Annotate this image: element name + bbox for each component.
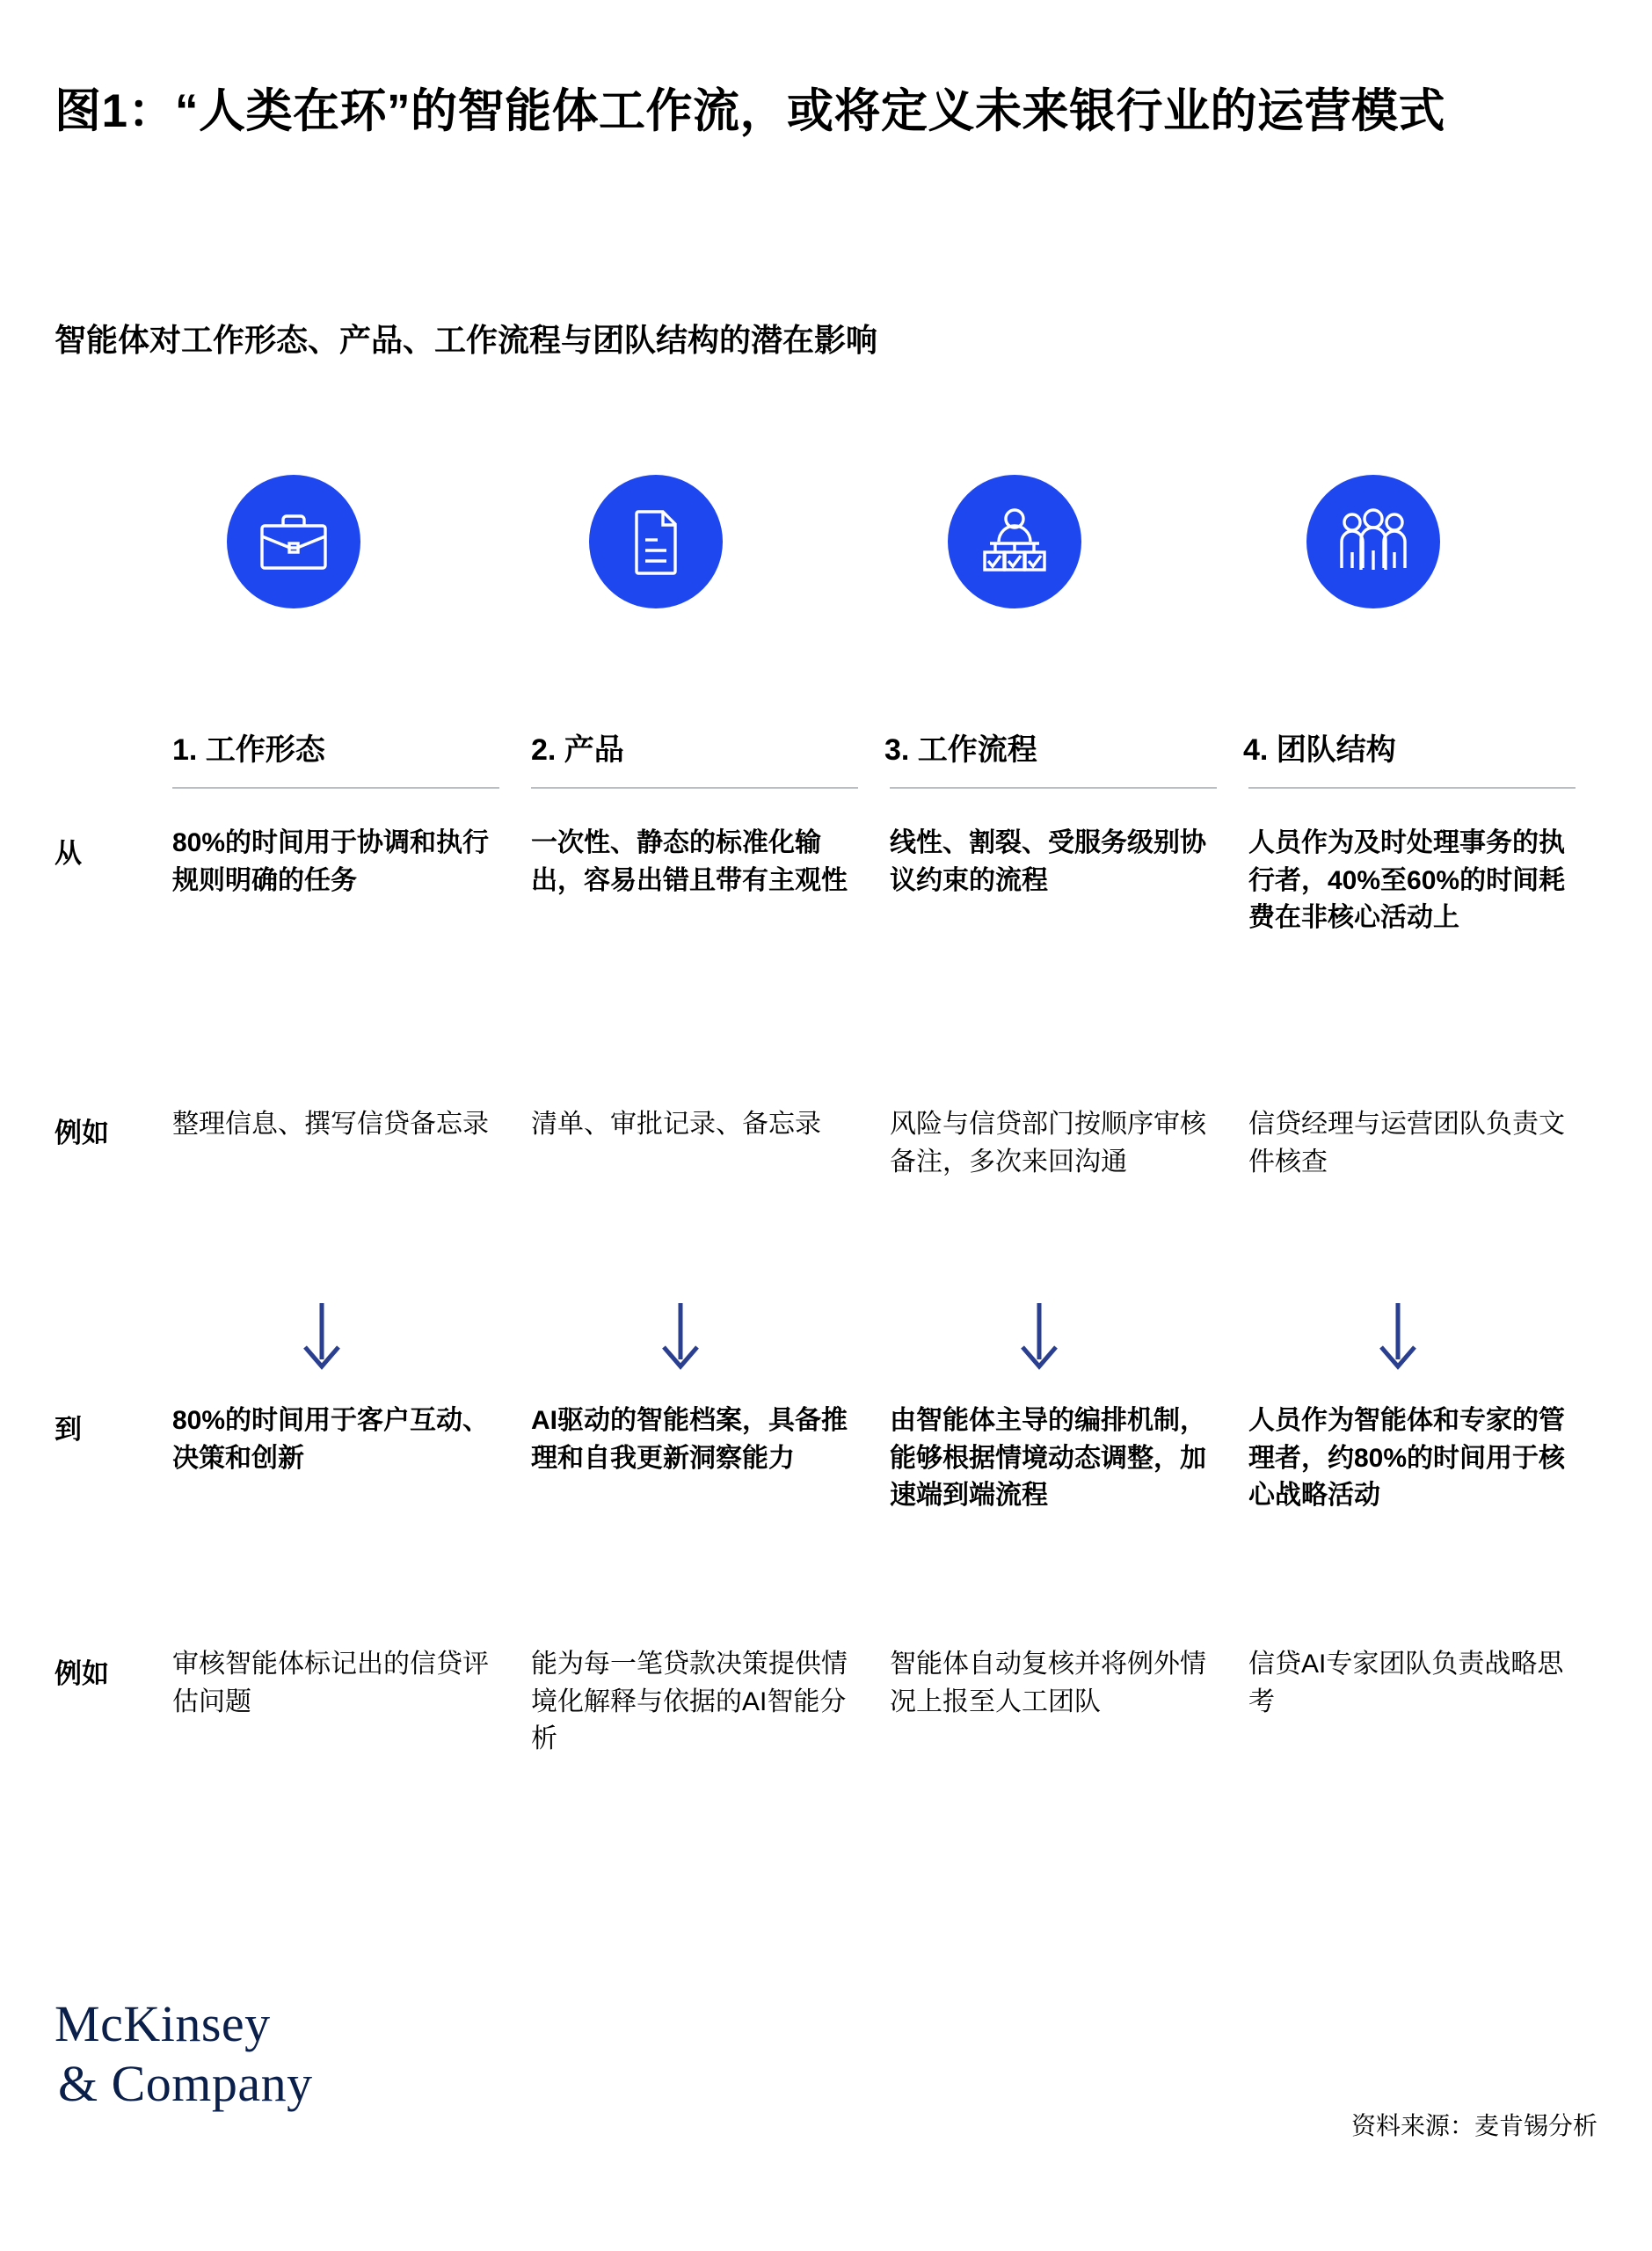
down-arrow-icon-2 [654, 1301, 707, 1372]
column-workflow [948, 475, 1280, 608]
cell-from-4: 人员作为及时处理事务的执行者，40%至60%的时间耗费在非核心活动上 [1248, 828, 1566, 933]
cell-to-2: AI驱动的智能档案，具备推理和自我更新洞察能力 [531, 1406, 848, 1473]
cell-example-to-1: 审核智能体标记出的信贷评估问题 [172, 1650, 489, 1716]
cell-example-to-2: 能为每一笔贷款决策提供情境化解释与依据的AI智能分析 [531, 1650, 848, 1754]
column-heading-2: 2. 产品 [531, 733, 624, 767]
cell-example-to-3: 智能体自动复核并将例外情况上报至人工团队 [890, 1650, 1206, 1716]
down-arrow-icon-1 [295, 1301, 348, 1372]
down-arrow-icon-4 [1372, 1301, 1424, 1372]
logo-line-2: & Company [58, 2055, 313, 2113]
column-heading-3: 3. 工作流程 [884, 733, 1037, 767]
divider-4 [1248, 787, 1576, 789]
team-people-icon [1306, 475, 1440, 608]
document-icon [589, 475, 723, 608]
row-label-from: 从 [55, 838, 82, 869]
cell-example-from-2: 清单、审批记录、备忘录 [531, 1110, 821, 1139]
column-heading-4: 4. 团队结构 [1243, 733, 1396, 767]
cell-example-from-1: 整理信息、撰写信贷备忘录 [172, 1110, 489, 1139]
row-label-to: 到 [55, 1414, 82, 1445]
cell-example-from-3: 风险与信贷部门按顺序审核备注，多次来回沟通 [890, 1110, 1206, 1176]
row-label-example-from: 例如 [55, 1118, 109, 1148]
divider-1 [172, 787, 499, 789]
cell-from-2: 一次性、静态的标准化输出，容易出错且带有主观性 [531, 828, 848, 895]
source-note: 资料来源：麦肯锡分析 [1350, 2112, 1597, 2139]
cell-from-3: 线性、割裂、受服务级别协议约束的流程 [890, 828, 1206, 895]
cell-to-4: 人员作为智能体和专家的管理者，约80%的时间用于核心战略活动 [1248, 1406, 1566, 1511]
briefcase-icon [227, 475, 360, 608]
mckinsey-logo [55, 1994, 313, 2115]
column-work-form [227, 475, 559, 608]
column-team-structure [1306, 475, 1639, 608]
workflow-checklist-icon [948, 475, 1081, 608]
cell-example-from-4: 信贷经理与运营团队负责文件核查 [1248, 1110, 1565, 1176]
row-label-example-to: 例如 [55, 1658, 109, 1689]
cell-to-1: 80%的时间用于客户互动、决策和创新 [172, 1406, 490, 1473]
cell-example-to-4: 信贷AI专家团队负责战略思考 [1248, 1650, 1564, 1716]
page-subtitle: 智能体对工作形态、产品、工作流程与团队结构的潜在影响 [55, 322, 878, 358]
column-product [589, 475, 921, 608]
divider-2 [531, 787, 858, 789]
cell-to-3: 由智能体主导的编排机制，能够根据情境动态调整，加速端到端流程 [890, 1406, 1206, 1511]
down-arrow-icon-3 [1013, 1301, 1066, 1372]
cell-from-1: 80%的时间用于协调和执行规则明确的任务 [172, 828, 490, 895]
column-heading-1: 1. 工作形态 [172, 733, 325, 767]
page-title: 图1：“人类在环”的智能体工作流，或将定义未来银行业的运营模式 [55, 85, 1445, 137]
logo-line-1: McKinsey [55, 1995, 271, 2052]
divider-3 [890, 787, 1217, 789]
